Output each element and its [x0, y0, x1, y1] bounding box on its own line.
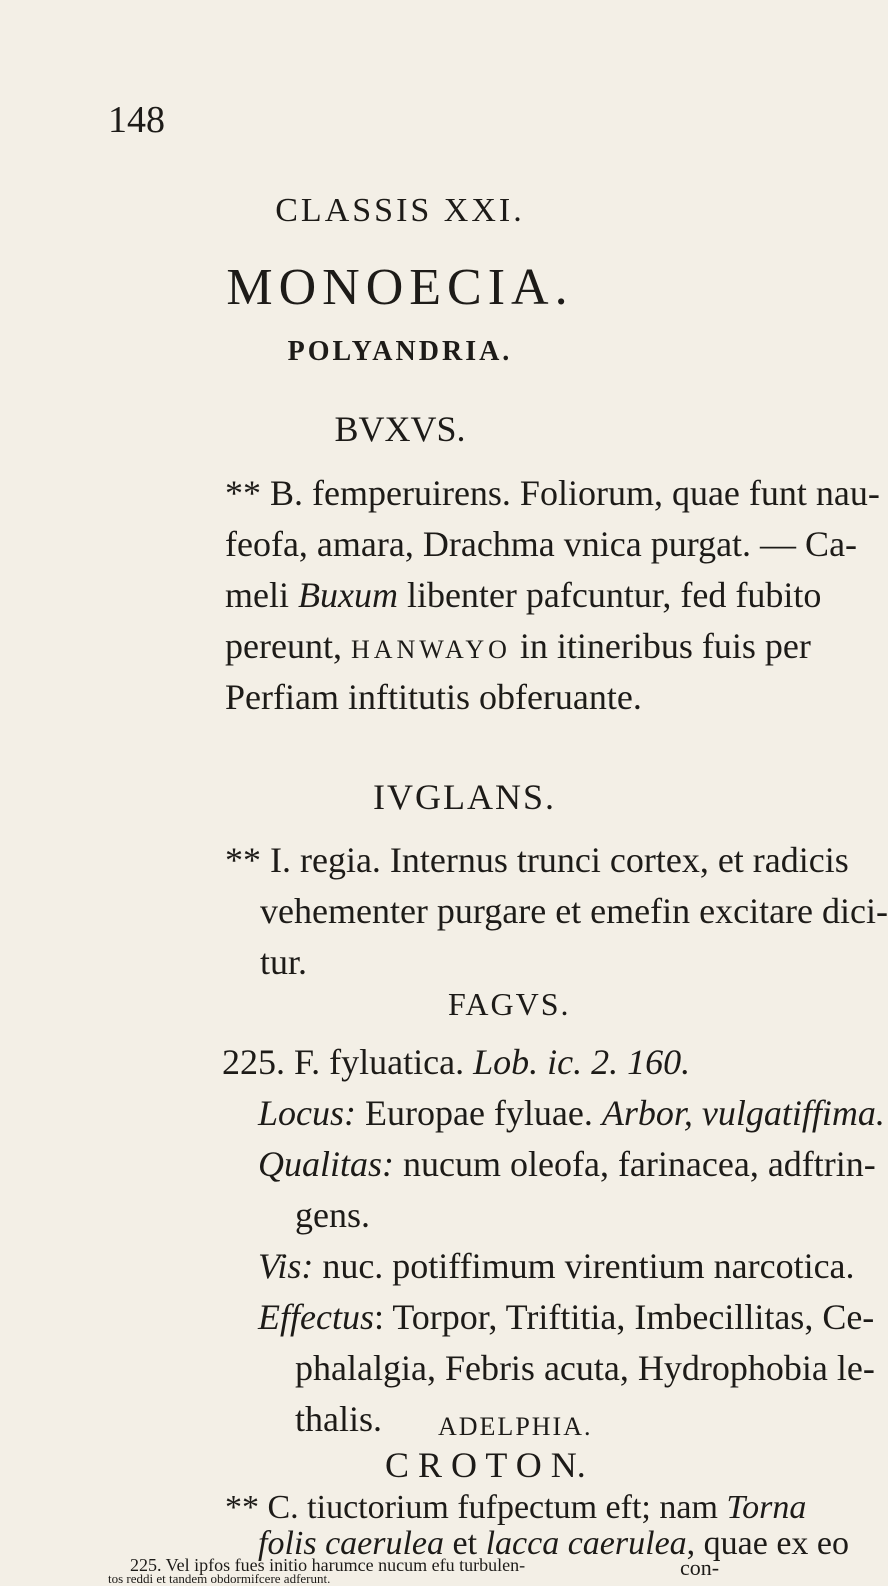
text-line: ** C. tiuctorium fufpectum eft; nam Torna: [225, 1489, 807, 1526]
text-line: Qualitas: nucum oleofa, farinacea, adftrin-: [258, 1144, 876, 1184]
subheading-adelphia: ADELPHIA.: [438, 1412, 593, 1441]
order-heading: POLYANDRIA.: [287, 336, 513, 367]
text-line: thalis.: [295, 1399, 382, 1439]
page-number: 148: [108, 99, 165, 141]
class-name-title: MONOECIA.: [226, 259, 574, 316]
text-line: ** I. regia. Internus trunci cortex, et radicis: [225, 840, 849, 880]
text-line: phalalgia, Febris acuta, Hydrophobia le-: [295, 1348, 875, 1388]
text-line: meli Buxum libenter pafcuntur, fed fubito: [225, 575, 822, 615]
footnote-line: tos reddi et tandem obdormifcere adferunt.: [108, 1571, 331, 1586]
footnote-line: 225. Vel ipfos fues initio harumce nucum efu turbulen-: [130, 1555, 526, 1575]
text-line: gens.: [295, 1195, 370, 1235]
text-line: feofa, amara, Drachma vnica purgat. — Ca-: [225, 524, 858, 564]
classis-heading: CLASSIS XXI.: [275, 192, 525, 229]
text-line: pereunt, HANWAYO in itineribus fuis per: [225, 626, 811, 666]
genus-heading-fagus: FAGVS.: [448, 986, 571, 1022]
text-line: ** B. femperuirens. Foliorum, quae funt nau-: [225, 473, 880, 513]
text-line: 225. F. fyluatica. Lob. ic. 2. 160.: [222, 1042, 691, 1082]
text-line: vehementer purgare et emefin excitare dici-: [260, 891, 888, 931]
genus-heading-croton: C R O T O N.: [385, 1445, 586, 1485]
genus-heading-buxus: BVXVS.: [334, 409, 466, 449]
text-line: folis caerulea et lacca caerulea, quae ex eo: [258, 1525, 850, 1562]
text-line: Locus: Europae fyluae. Arbor, vulgatiffima.: [258, 1093, 885, 1133]
text-line: Perfiam inftitutis obferuante.: [225, 677, 642, 717]
genus-heading-juglans: IVGLANS.: [373, 777, 556, 817]
text-line: tur.: [260, 942, 308, 982]
text-line: Vis: nuc. potiffimum virentium narcotica.: [258, 1246, 855, 1286]
author-name: HANWAYO: [350, 635, 511, 664]
text-line: Effectus: Torpor, Triftitia, Imbecillitas, Ce-: [258, 1297, 875, 1337]
catchword: con-: [680, 1555, 720, 1580]
